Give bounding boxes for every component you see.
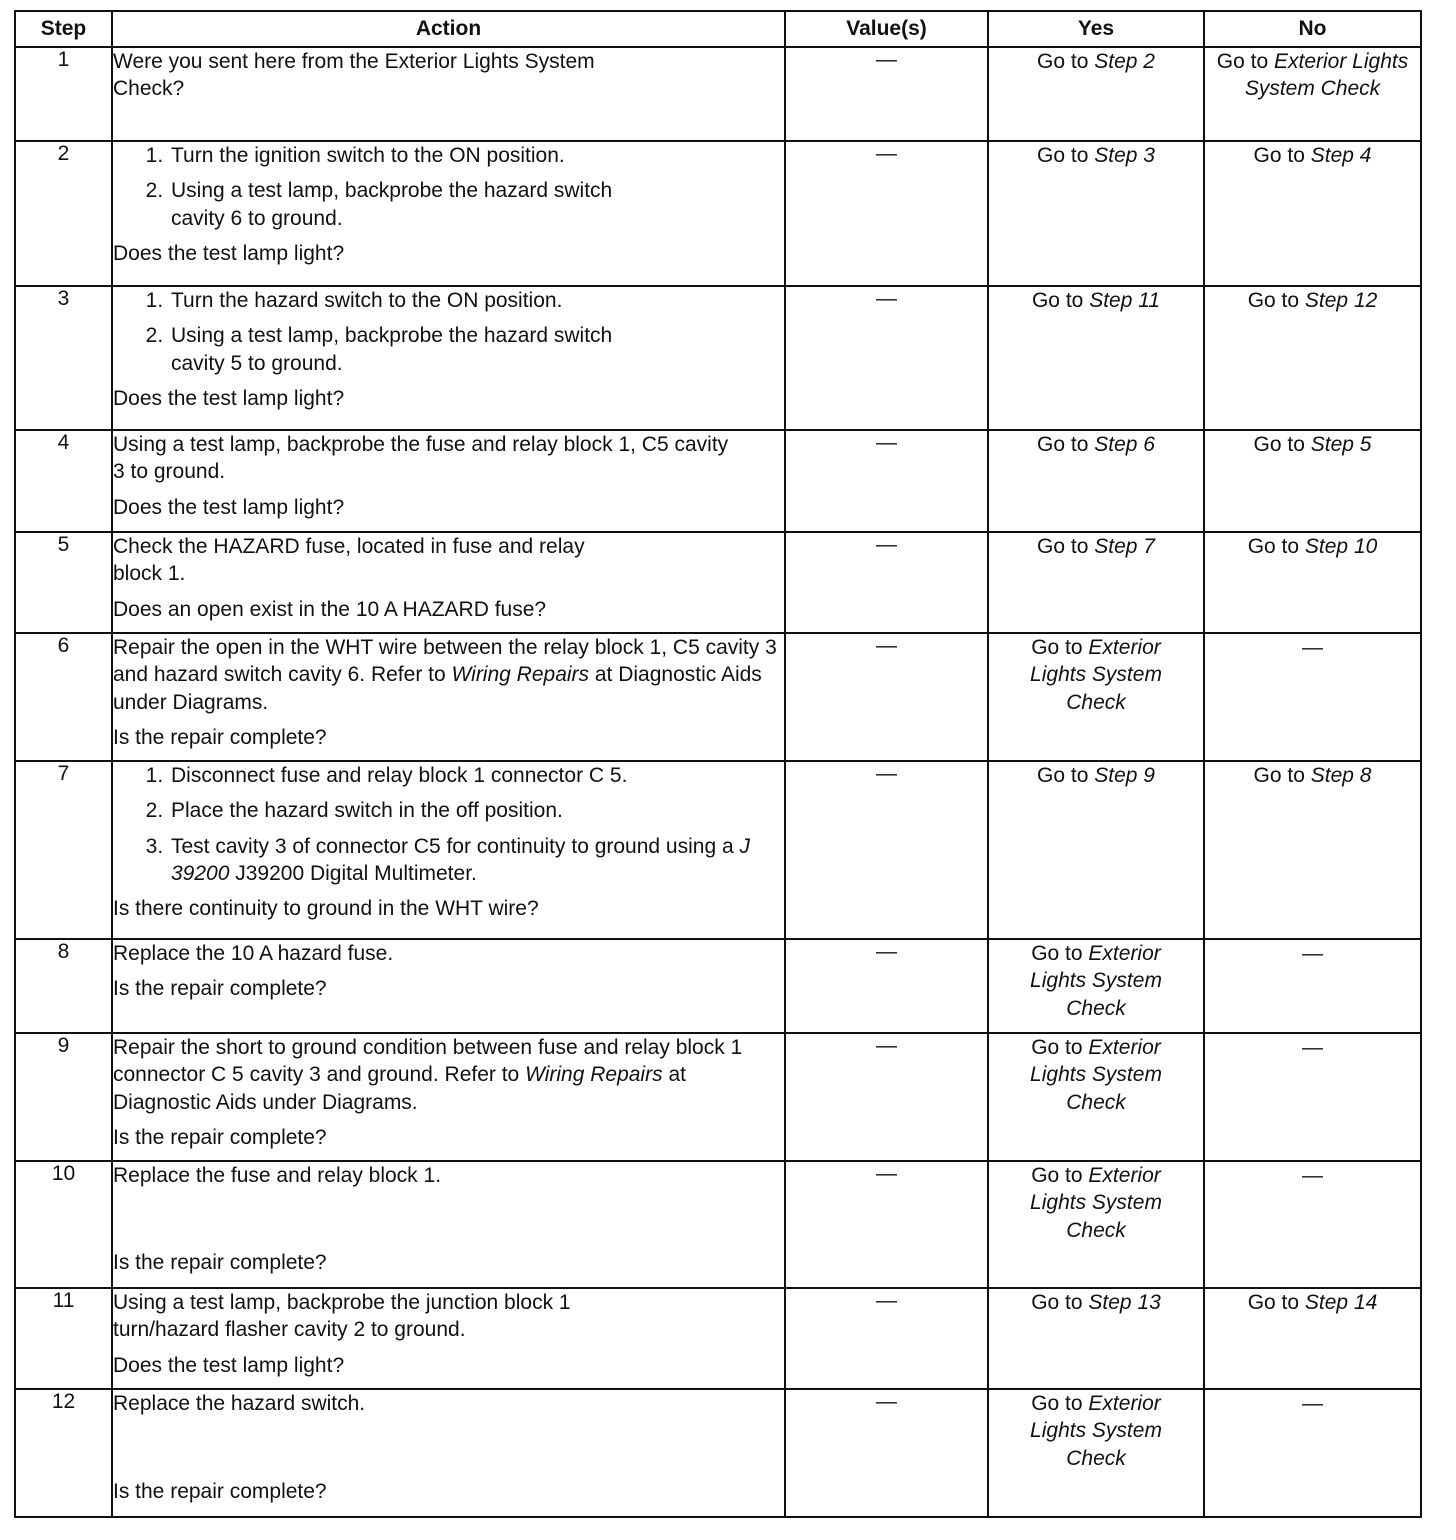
action-cell [112,939,785,1033]
action-question: Is the repair complete? [113,1250,327,1274]
go-to-label: Go to [1031,1291,1083,1314]
action-text-part: Repair the short to ground condition between fuse and relay block 1 connector C 5 cavity 3 and ground. Refer to [113,1036,743,1087]
no-cell [1204,141,1421,286]
no-step-link[interactable]: Step 8 [1310,764,1372,787]
no-cell: — [1204,1033,1421,1161]
go-to-label: Go to [1216,50,1269,73]
action-cell [112,1033,785,1161]
header-row [15,11,1421,47]
value-cell: — [785,1161,988,1288]
no-cell [1204,430,1421,532]
go-to-label: Go to [1037,535,1089,558]
no-step-link[interactable]: Step 10 [1304,535,1378,558]
no-step-link[interactable]: Step 4 [1310,144,1372,167]
yes-step-link[interactable]: Step 6 [1094,433,1155,456]
value-cell: — [785,430,988,532]
action-text-part: at Diagnostic Aids under Diagrams. [113,663,762,714]
yes-step-link[interactable]: Step 2 [1094,50,1155,73]
no-cell [1204,1288,1421,1389]
value-cell: — [785,761,988,939]
header-action: Action [112,11,785,47]
action-step: 2. Place the hazard switch in the off position. [169,797,784,824]
no-cell: — [1204,1161,1421,1288]
go-to-label: Go to [1247,535,1300,558]
action-cell [112,1389,785,1517]
no-step-link[interactable]: Step 12 [1304,289,1378,312]
action-cell [112,47,785,141]
no-cell [1204,532,1421,633]
go-to-label: Go to [1247,289,1300,312]
yes-cell [988,1033,1204,1161]
exterior-check-link[interactable]: Exterior Lights System Check [1030,942,1162,1020]
step-number: 2 [15,141,112,286]
action-text: Were you sent here from the Exterior Lights System Check? [113,50,595,101]
action-question: Does the test lamp light? [113,495,345,519]
go-to-label: Go to [1253,433,1305,456]
step-number: 9 [15,1033,112,1161]
step-number: 1 [15,47,112,141]
table-row [15,1389,1421,1517]
step-number: 6 [15,633,112,761]
action-cell [112,1161,785,1288]
yes-cell [988,1288,1204,1389]
yes-cell [988,47,1204,141]
yes-cell [988,286,1204,430]
step-number: 4 [15,430,112,532]
no-cell: — [1204,939,1421,1033]
value-cell: — [785,633,988,761]
table-row [15,633,1421,761]
no-cell [1204,47,1421,141]
no-cell: — [1204,1389,1421,1517]
action-question: Does the test lamp light? [113,241,345,265]
no-cell [1204,761,1421,939]
action-step: 2. Using a test lamp, backprobe the hazard switch cavity 5 to ground. [169,322,671,377]
action-text: Replace the hazard switch. [113,1392,366,1415]
go-to-label: Go to [1031,289,1084,312]
action-step: 1. Turn the hazard switch to the ON position. [169,287,784,314]
action-content [113,1162,784,1276]
action-step: 1. Disconnect fuse and relay block 1 connector C 5. [169,762,784,789]
table-row [15,761,1421,939]
action-steps [113,142,784,232]
value-cell: — [785,286,988,430]
table-row [15,1033,1421,1161]
table-row [15,141,1421,286]
exterior-check-link[interactable]: Exterior Lights System Check [1030,636,1162,714]
yes-cell [988,532,1204,633]
go-to-label: Go to [1031,1392,1083,1415]
table-row [15,1161,1421,1288]
yes-cell [988,430,1204,532]
header-yes: Yes [988,11,1204,47]
yes-cell [988,141,1204,286]
action-content [113,1390,784,1505]
step-number: 8 [15,939,112,1033]
action-step: 2. Using a test lamp, backprobe the hazard switch cavity 6 to ground. [169,177,671,232]
go-to-label: Go to [1037,144,1089,167]
action-question: Is the repair complete? [113,1125,327,1149]
value-cell: — [785,532,988,633]
action-text: Using a test lamp, backprobe the junction block 1 turn/hazard flasher cavity 2 to ground. [113,1291,571,1342]
table-row [15,286,1421,430]
table-row [15,47,1421,141]
action-steps [113,287,784,377]
action-text [113,634,784,716]
exterior-check-link[interactable]: Exterior Lights System Check [1030,1164,1162,1242]
action-question: Is the repair complete? [113,977,327,1001]
action-step [169,833,784,888]
action-step: 1. Turn the ignition switch to the ON position. [169,142,784,169]
action-text: Replace the fuse and relay block 1. [113,1164,442,1187]
no-cell: — [1204,633,1421,761]
header-step: Step [15,11,112,47]
step-number: 3 [15,286,112,430]
yes-cell [988,761,1204,939]
action-cell [112,430,785,532]
yes-cell [988,1161,1204,1288]
yes-step-link[interactable]: Step 13 [1088,1291,1161,1314]
action-text: Check the HAZARD fuse, located in fuse and relay block 1. [113,535,585,586]
yes-step-link[interactable]: Step 11 [1089,289,1161,312]
header-values: Value(s) [785,11,988,47]
step-number: 11 [15,1288,112,1389]
value-cell: — [785,1288,988,1389]
table-row [15,430,1421,532]
go-to-label: Go to [1247,1291,1300,1314]
exterior-check-link[interactable]: Exterior Lights System Check [1030,1036,1162,1114]
action-question: Is there continuity to ground in the WHT wire? [113,897,539,921]
value-cell: — [785,141,988,286]
action-question: Does an open exist in the 10 A HAZARD fuse? [113,597,547,621]
yes-cell [988,1389,1204,1517]
go-to-label: Go to [1037,433,1089,456]
go-to-label: Go to [1253,144,1305,167]
exterior-check-link[interactable]: Exterior Lights System Check [1030,1392,1162,1470]
action-text: Using a test lamp, backprobe the fuse and relay block 1, C5 cavity 3 to ground. [113,433,729,484]
wiring-repairs-link[interactable]: Wiring Repairs [525,1063,663,1087]
no-step-link[interactable]: Step 5 [1310,433,1372,456]
action-text-part: Repair the open in the WHT wire between the relay block 1, C5 cavity 3 and hazard switch cavity 6. Refer to [113,636,777,687]
go-to-label: Go to [1031,1164,1083,1187]
header-no: No [1204,11,1421,47]
go-to-label: Go to [1031,1036,1083,1059]
step-number: 7 [15,761,112,939]
no-cell [1204,286,1421,430]
value-cell: — [785,939,988,1033]
table-row [15,532,1421,633]
value-cell: — [785,1389,988,1517]
table-row [15,1288,1421,1389]
action-cell [112,633,785,761]
action-text-part: Test cavity 3 of connector C5 for continuity to ground using a [171,834,734,858]
wiring-repairs-link[interactable]: Wiring Repairs [451,663,590,687]
action-question: Is the repair complete? [113,1479,327,1503]
yes-cell [988,939,1204,1033]
step-number: 10 [15,1161,112,1288]
go-to-label: Go to [1037,764,1089,787]
yes-step-link[interactable]: Step 9 [1094,764,1155,787]
action-cell [112,286,785,430]
diagnostic-table [14,10,1422,1518]
action-question: Is the repair complete? [113,725,327,749]
action-cell [112,141,785,286]
action-text-part: at Diagnostic Aids under Diagrams. [113,1063,686,1114]
action-question: Does the test lamp light? [113,1353,345,1377]
no-step-link[interactable]: Step 14 [1304,1291,1378,1314]
go-to-label: Go to [1037,50,1089,73]
meter-tool-ref[interactable]: J 39200 [171,834,750,885]
go-to-label: Go to [1031,636,1083,659]
action-steps [113,762,784,887]
action-cell [112,532,785,633]
go-to-label: Go to [1031,942,1083,965]
go-to-label: Go to [1253,764,1305,787]
step-number: 12 [15,1389,112,1517]
value-cell: — [785,47,988,141]
action-text [113,1034,784,1116]
action-text-part: J39200 Digital Multimeter. [235,861,477,885]
yes-cell [988,633,1204,761]
value-cell: — [785,1033,988,1161]
exterior-check-link[interactable]: Exterior Lights System Check [1244,50,1409,101]
action-cell [112,1288,785,1389]
yes-step-link[interactable]: Step 3 [1094,144,1155,167]
action-text: Replace the 10 A hazard fuse. [113,942,394,965]
table-row [15,939,1421,1033]
action-question: Does the test lamp light? [113,386,345,410]
step-number: 5 [15,532,112,633]
action-cell [112,761,785,939]
yes-step-link[interactable]: Step 7 [1094,535,1155,558]
